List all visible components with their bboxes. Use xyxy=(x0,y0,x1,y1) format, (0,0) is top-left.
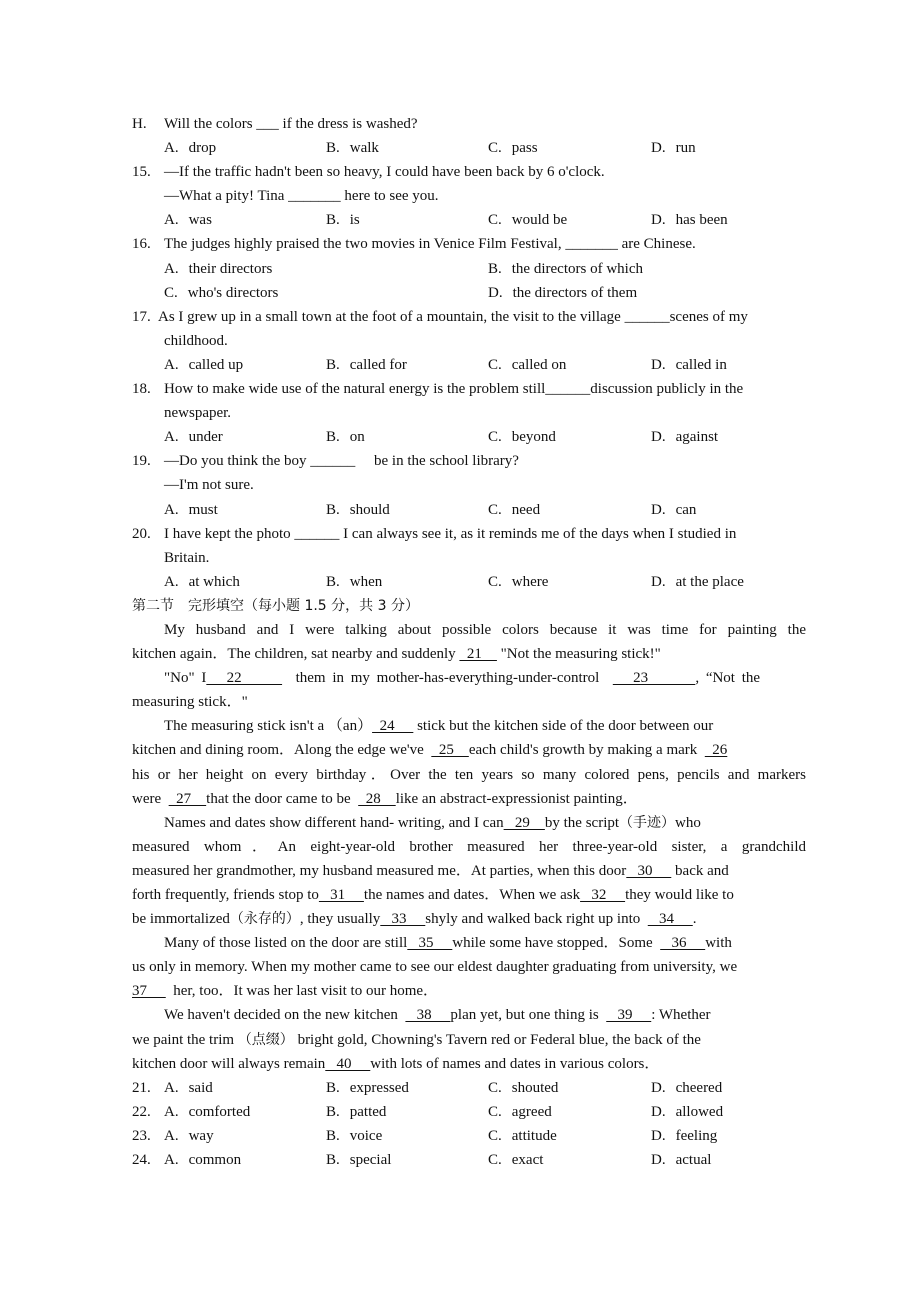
option-a[interactable]: A. comforted xyxy=(164,1103,251,1120)
question-number: 16. xyxy=(132,236,151,253)
option-a[interactable]: A. said xyxy=(164,1079,213,1096)
option-b[interactable]: B. walk xyxy=(326,140,379,157)
question-text: As I grew up in a small town at the foot of a mountain, the visit to the village ______scenes of my xyxy=(158,308,748,325)
option-a[interactable]: A. way xyxy=(164,1127,214,1144)
options-row xyxy=(132,425,806,449)
option-d[interactable]: D. the directors of them xyxy=(488,284,638,301)
blank-37[interactable]: 37 xyxy=(132,983,166,1000)
question-number: 15. xyxy=(132,164,151,181)
option-d[interactable]: D. cheered xyxy=(651,1079,723,1096)
answer-number: 21. xyxy=(132,1079,151,1096)
option-c[interactable]: C. exact xyxy=(488,1152,544,1169)
paragraph-line: "No" I 22 them in my mother-has-everything-under-control 23 , “Not the xyxy=(164,670,761,687)
paragraph-line: Names and dates show different hand- writing, and I can 29 by the script（手迹）who xyxy=(164,814,701,831)
option-b[interactable]: B. called for xyxy=(326,356,407,373)
question-18 xyxy=(132,377,806,449)
paragraph-line: Many of those listed on the door are still 35 while some have stopped．Some 36 with xyxy=(164,935,732,952)
options-row xyxy=(132,136,806,160)
option-c[interactable]: C. agreed xyxy=(488,1103,552,1120)
question-text: I have kept the photo ______ I can always see it, as it reminds me of the days when I studied in xyxy=(164,525,737,542)
option-d[interactable]: D. at the place xyxy=(651,573,744,590)
paragraph-line: We haven't decided on the new kitchen 38 plan yet, but one thing is 39 : Whether xyxy=(164,1007,711,1024)
exam-page xyxy=(132,112,806,1172)
paragraph-line: kitchen door will always remain 40 with lots of names and dates in various colors． xyxy=(132,1055,660,1072)
options-row xyxy=(132,353,806,377)
cloze-options xyxy=(132,1076,806,1172)
answer-row-23 xyxy=(132,1124,806,1148)
answer-number: 22. xyxy=(132,1103,151,1120)
blank-27[interactable]: 27 xyxy=(168,790,207,807)
option-b[interactable]: B. special xyxy=(326,1152,392,1169)
paragraph-line: 37 her, too．It was her last visit to our home． xyxy=(132,983,439,1000)
question-number: 19. xyxy=(132,453,151,470)
question-text: Britain. xyxy=(164,549,210,566)
options-row xyxy=(132,570,806,594)
option-a[interactable]: A. under xyxy=(164,429,223,446)
option-a[interactable]: A. was xyxy=(164,212,212,229)
question-text: —I'm not sure. xyxy=(164,477,254,494)
section-heading: 第二节 完形填空（每小题 1.5 分，共 3 分） xyxy=(132,597,419,614)
option-d[interactable]: D. run xyxy=(651,140,696,157)
paragraph-line: forth frequently, friends stop to 31 the names and dates．When we ask 32 they would like to xyxy=(132,887,734,903)
question-text: childhood. xyxy=(164,332,228,349)
question-text: The judges highly praised the two movies in Venice Film Festival, _______ are Chinese. xyxy=(164,236,696,253)
answer-row-21 xyxy=(132,1076,806,1100)
option-c[interactable]: C. pass xyxy=(488,140,538,157)
blank-36[interactable]: 36 xyxy=(660,935,706,952)
option-a[interactable]: A. at which xyxy=(164,573,240,590)
option-a[interactable]: A. their directors xyxy=(164,260,273,277)
blank-33[interactable]: 33 xyxy=(380,911,426,928)
option-d[interactable]: D. called in xyxy=(651,356,727,373)
blank-31[interactable]: 31 xyxy=(318,887,364,903)
question-text: newspaper. xyxy=(164,405,232,422)
question-15 xyxy=(132,160,806,232)
answer-number: 23. xyxy=(132,1127,151,1144)
option-d[interactable]: D. allowed xyxy=(651,1103,724,1120)
question-number: H. xyxy=(132,116,147,132)
paragraph-line: measuring stick．" xyxy=(132,694,248,711)
option-c[interactable]: C. attitude xyxy=(488,1127,557,1144)
option-c[interactable]: C. beyond xyxy=(488,429,556,446)
blank-39[interactable]: 39 xyxy=(606,1007,652,1024)
paragraph-line: My husband and I were talking about possible colors because it was time for painting the xyxy=(164,621,806,638)
blank-34[interactable]: 34 xyxy=(647,911,693,928)
question-20 xyxy=(132,522,806,594)
option-d[interactable]: D. feeling xyxy=(651,1127,718,1144)
blank-29[interactable]: 29 xyxy=(503,814,545,831)
paragraph-line: be immortalized（永存的）, they usually 33 shyly and walked back right up into 34 . xyxy=(132,911,697,928)
paragraph-line: kitchen and dining room．Along the edge we've 25 each child's growth by making a mark 26 xyxy=(132,742,728,759)
blank-24[interactable]: 24 xyxy=(372,718,414,735)
option-b[interactable]: B. should xyxy=(326,501,390,518)
paragraph-line: his or her height on every birthday．Over the ten years so many colored pens, pencils and markers xyxy=(132,766,806,783)
answer-row-24 xyxy=(132,1148,806,1172)
question-number: 18. xyxy=(132,381,151,398)
blank-32[interactable]: 32 xyxy=(580,887,626,903)
option-b[interactable]: B. the directors of which xyxy=(488,260,643,277)
question-number: 20. xyxy=(132,525,151,542)
paragraph-line: measured whom．An eight-year-old brother measured her three-year-old sister, a grandchild xyxy=(132,838,806,855)
blank-23[interactable]: 23 xyxy=(612,670,696,687)
answer-number: 24. xyxy=(132,1152,151,1169)
paragraph-line: we paint the trim （点缀） bright gold, Chowning's Tavern red or Federal blue, the back of the xyxy=(132,1031,701,1048)
cloze-passage xyxy=(132,618,806,1076)
option-b[interactable]: B. when xyxy=(326,573,383,590)
question-text: —Do you think the boy ______ be in the school library? xyxy=(164,453,519,470)
option-b[interactable]: B. on xyxy=(326,429,365,446)
option-c[interactable]: C. shouted xyxy=(488,1079,559,1096)
options-row xyxy=(132,281,806,305)
option-c[interactable]: C. who's directors xyxy=(164,284,279,301)
option-a[interactable]: A. must xyxy=(164,501,218,518)
blank-38[interactable]: 38 xyxy=(405,1007,451,1024)
blank-35[interactable]: 35 xyxy=(407,935,453,952)
options-row xyxy=(132,208,806,232)
option-a[interactable]: A. called up xyxy=(164,356,244,373)
question-16 xyxy=(132,232,806,304)
paragraph-line: The measuring stick isn't a （an） 24 stick but the kitchen side of the door between our xyxy=(164,718,714,735)
option-c[interactable]: C. called on xyxy=(488,356,567,373)
question-19 xyxy=(132,449,806,521)
question-text: How to make wide use of the natural energy is the problem still______discussion publicly in the xyxy=(164,381,744,398)
blank-40[interactable]: 40 xyxy=(325,1055,371,1072)
blank-30[interactable]: 30 xyxy=(626,862,672,879)
question-number: 17. xyxy=(132,308,151,325)
option-d[interactable]: D. can xyxy=(651,501,697,518)
blank-28[interactable]: 28 xyxy=(358,790,396,807)
option-c[interactable]: C. where xyxy=(488,573,549,590)
options-row xyxy=(132,498,806,522)
option-d[interactable]: D. against xyxy=(651,429,719,446)
option-a[interactable]: A. common xyxy=(164,1152,242,1169)
option-a[interactable]: A. drop xyxy=(164,140,217,157)
paragraph-line: were 27 that the door came to be 28 like an abstract-expressionist painting． xyxy=(132,790,638,807)
option-b[interactable]: B. voice xyxy=(326,1127,383,1144)
option-b[interactable]: B. patted xyxy=(326,1103,387,1120)
option-b[interactable]: B. expressed xyxy=(326,1079,409,1096)
question-h xyxy=(132,112,806,160)
answer-row-22 xyxy=(132,1100,806,1124)
paragraph-line: kitchen again．The children, sat nearby and suddenly 21 "Not the measuring stick!" xyxy=(132,646,661,663)
option-d[interactable]: D. has been xyxy=(651,212,728,229)
paragraph-line: measured her grandmother, my husband measured me．At parties, when this door 30 back and xyxy=(132,862,729,879)
options-row xyxy=(132,257,806,281)
blank-21[interactable]: 21 xyxy=(459,646,497,663)
paragraph-line: us only in memory. When my mother came to see our eldest daughter graduating from university, we xyxy=(132,959,738,976)
question-text: —If the traffic hadn't been so heavy, I could have been back by 6 o'clock. xyxy=(164,164,605,181)
blank-26[interactable]: 26 xyxy=(704,742,728,759)
question-text: —What a pity! Tina _______ here to see you. xyxy=(164,188,439,205)
blank-22[interactable]: 22 xyxy=(206,670,283,687)
question-text: Will the colors ___ if the dress is washed? xyxy=(164,116,418,132)
question-17 xyxy=(132,305,806,377)
option-c[interactable]: C. would be xyxy=(488,212,568,229)
option-c[interactable]: C. need xyxy=(488,501,541,518)
option-d[interactable]: D. actual xyxy=(651,1152,712,1169)
option-b[interactable]: B. is xyxy=(326,212,360,229)
blank-25[interactable]: 25 xyxy=(431,742,469,759)
